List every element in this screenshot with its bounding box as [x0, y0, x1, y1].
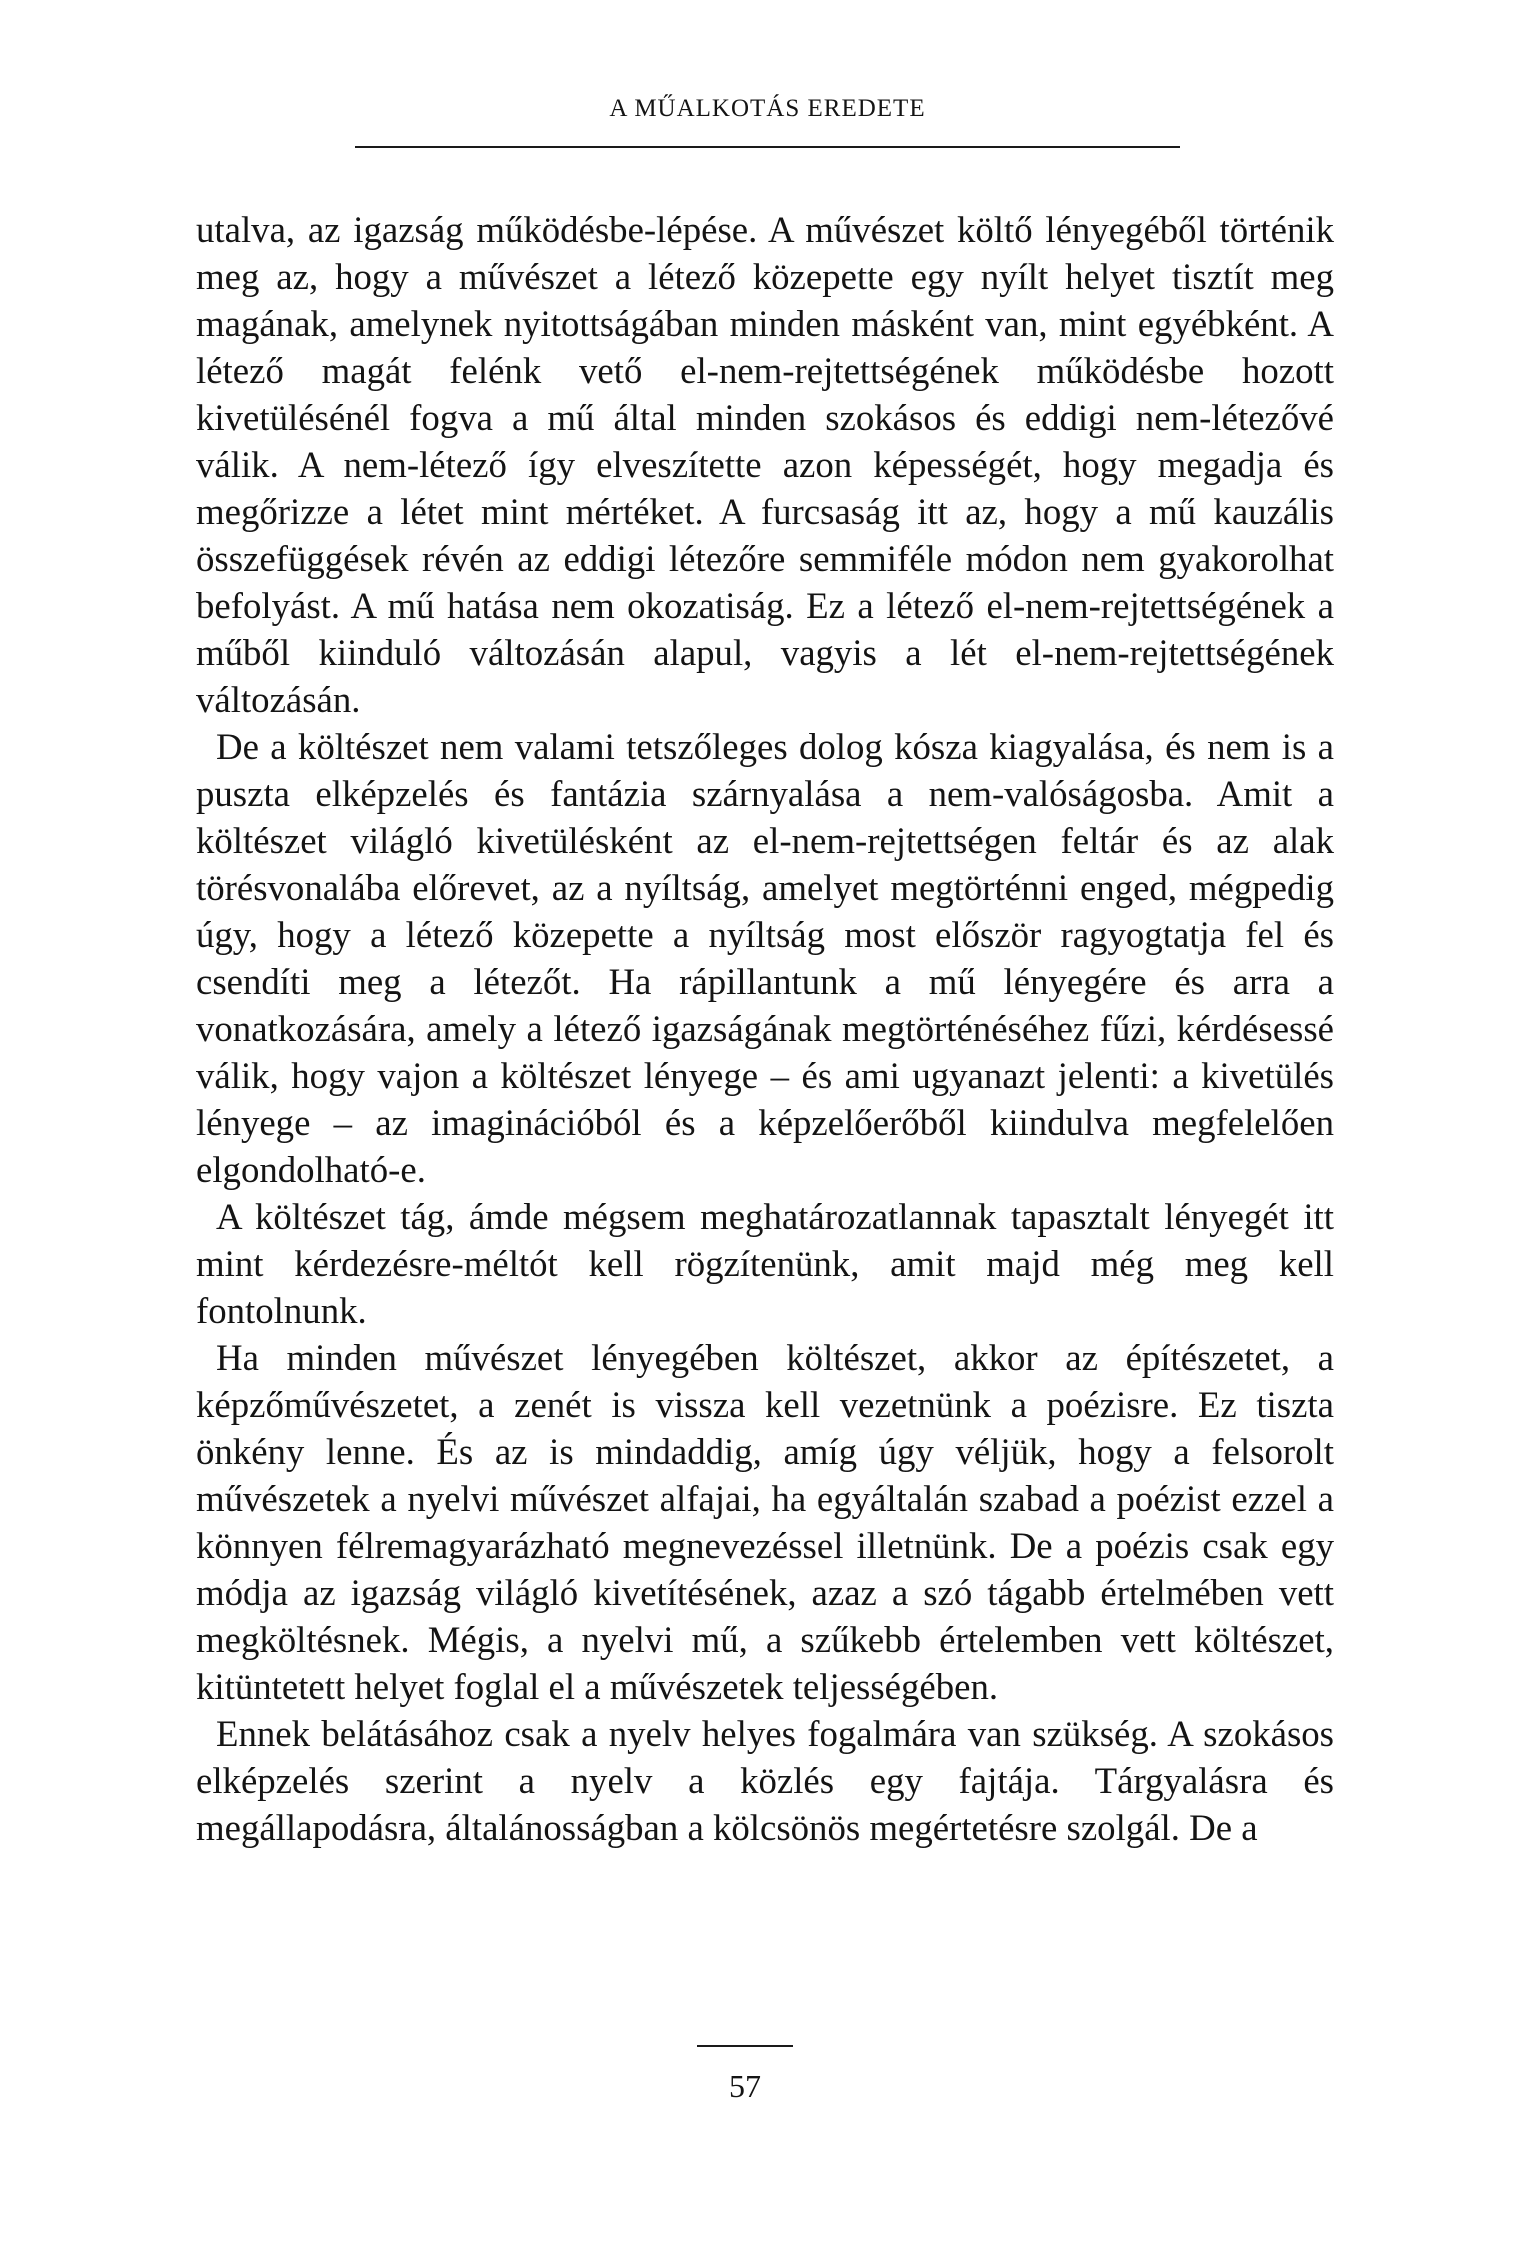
paragraph: De a költészet nem valami tetszőleges dolog kósza kiagyalása, és nem is a puszta elképzelés és fantázia szárnyalása a nem-valóságosba. Amit a költészet világló kivetülésként az el-nem-rejtettségen feltár és az alak törésvonalába előrevet, az a nyíltság, amelyet megtörténni enged, mégpedig úgy, hogy a létező közepette a nyíltság most először ragyogtatja fel és csendíti meg a létezőt. Ha rápillantunk a mű lényegére és arra a vonatkozására, amely a létező igazságának megtörténéséhez fűzi, kérdésessé válik, hogy vajon a költészet lényege – és ami ugyanazt jelenti: a kivetülés lényege – az imaginációból és a képzelőerőből kiindulva megfelelően elgondolható-e.	[196, 726, 1334, 1190]
body-text	[196, 206, 1334, 1851]
paragraph: Ennek belátásához csak a nyelv helyes fogalmára van szükség. A szokásos elképzelés szerint a nyelv a közlés egy fajtája. Tárgyalásra és megállapodásra, általánosságban a kölcsönös megértetésre szolgál. De a	[196, 1713, 1334, 1848]
running-header: A MŰALKOTÁS EREDETE	[609, 95, 926, 122]
footer-rule	[697, 2045, 793, 2047]
header-rule	[355, 146, 1180, 148]
paragraph: utalva, az igazság működésbe-lépése. A művészet költő lényegéből történik meg az, hogy a művészet a létező közepette egy nyílt helyet tisztít meg magának, amelynek nyitottságában minden másként van, mint egyébként. A létező magát felénk vető el-nem-rejtettségének működésbe hozott kivetülésénél fogva a mű által minden szokásos és eddigi nem-létezővé válik. A nem-létező így elveszítette azon képességét, hogy megadja és megőrizze a létet mint mértéket. A furcsaság itt az, hogy a mű kauzális összefüggések révén az eddigi létezőre semmiféle módon nem gyakorolhat befolyást. A mű hatása nem okozatiság. Ez a létező el-nem-rejtettségének a műből kiinduló változásán alapul, vagyis a lét el-nem-rejtettségének változásán.	[196, 209, 1334, 720]
page-number: 57	[729, 2068, 761, 2104]
paragraph: A költészet tág, ámde mégsem meghatározatlannak tapasztalt lényegét itt mint kérdezésre-méltót kell rögzítenünk, amit majd még meg kell fontolnunk.	[196, 1196, 1334, 1331]
paragraph: Ha minden művészet lényegében költészet, akkor az építészetet, a képzőművészetet, a zenét is vissza kell vezetnünk a poézisre. Ez tiszta önkény lenne. És az is mindaddig, amíg úgy véljük, hogy a felsorolt művészetek a nyelvi művészet alfajai, ha egyáltalán szabad a poézist ezzel a könnyen félremagyarázható megnevezéssel illetnünk. De a poézis csak egy módja az igazság világló kivetítésének, azaz a szó tágabb értelmében vett megköltésnek. Mégis, a nyelvi mű, a szűkebb értelemben vett költészet, kitüntetett helyet foglal el a művészetek teljességében.	[196, 1337, 1334, 1707]
